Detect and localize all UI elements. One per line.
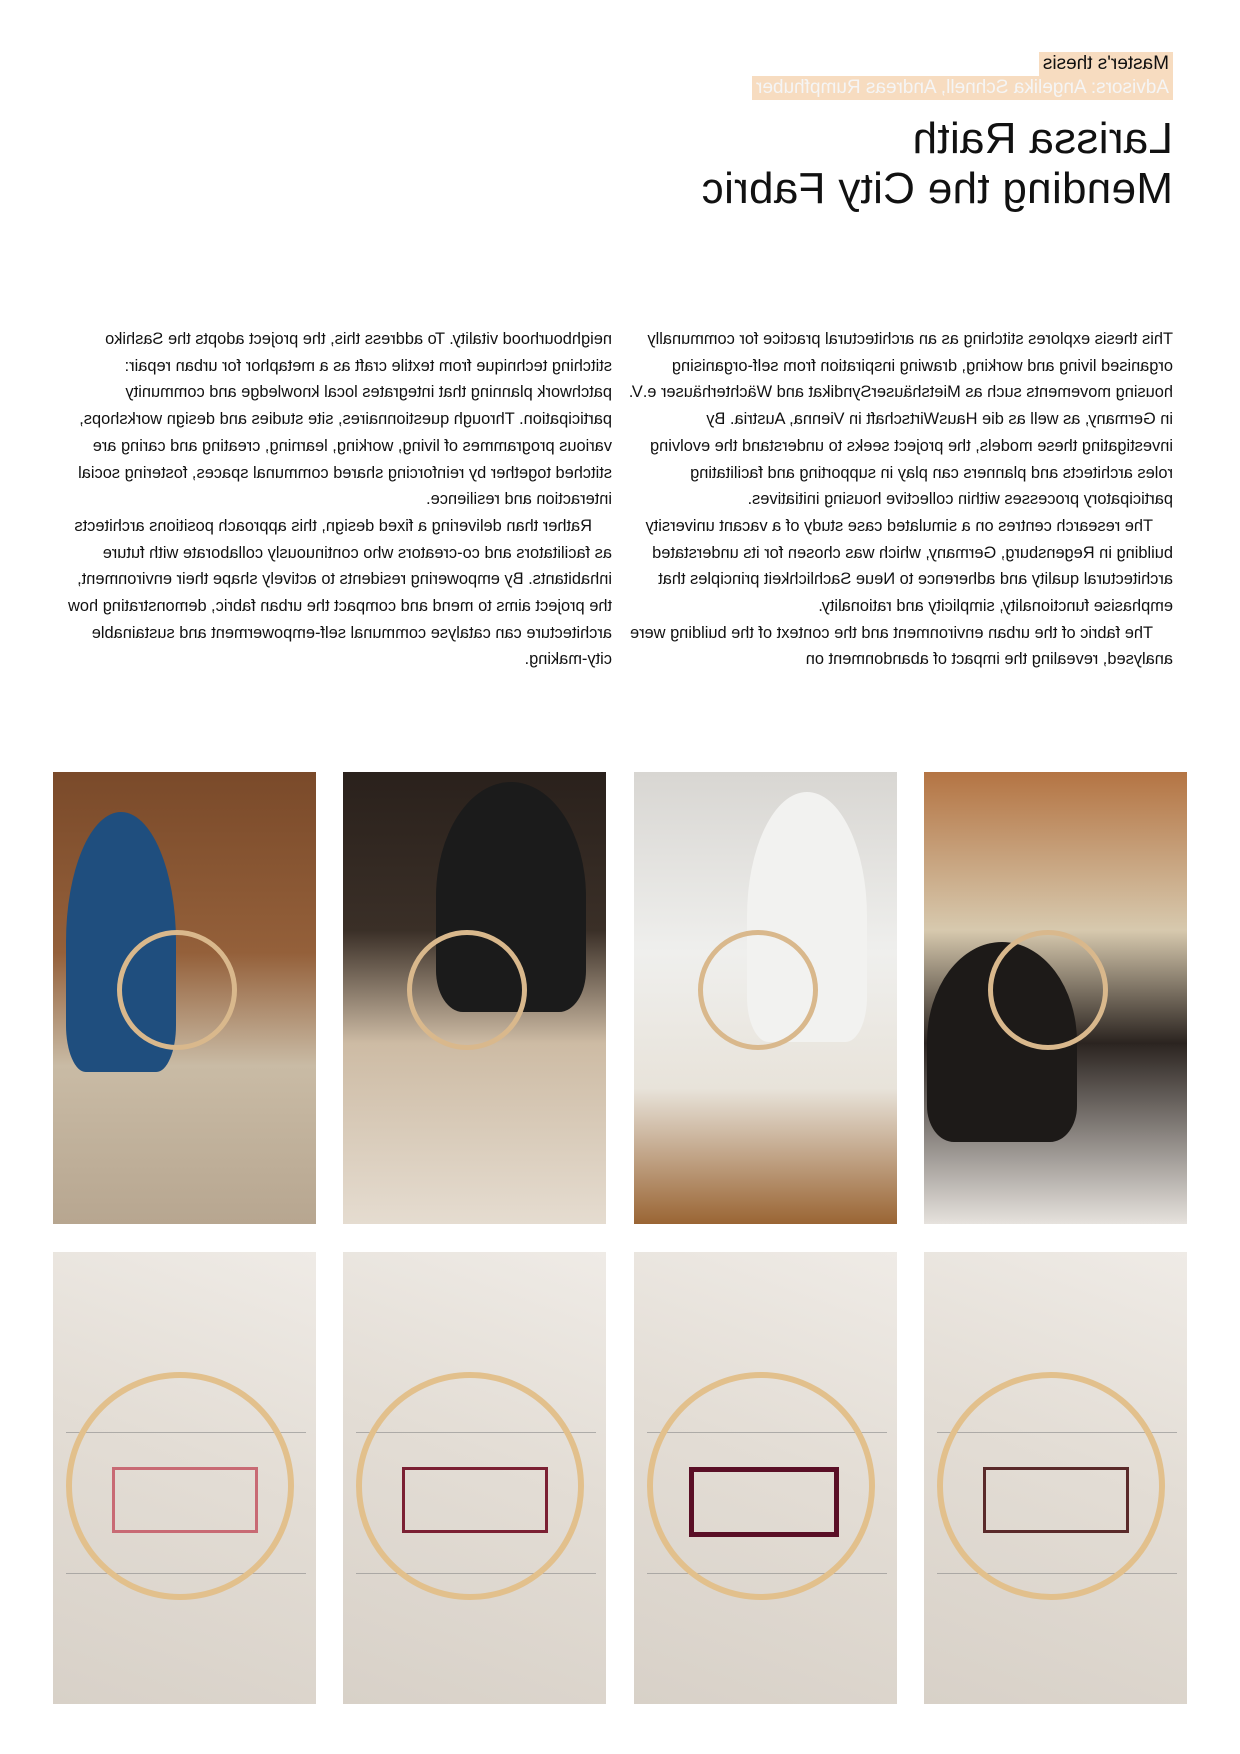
person-figure [747, 792, 867, 1042]
paragraph: This thesis explores stitching as an architectural practice for communally organised living and working, drawing inspiration from self-organising housing movements such as MietshäuserSyndikat and Wächterhäuser e.V. in Germany, as well as die HausWirtschaft in Vienna, Austria. By investigating these models, the project seeks to understand the evolving roles architects and planners can play in supporting and facilitating participatory processes within collective housing initiatives. [628, 330, 1173, 509]
thesis-title: Mending the City Fabric [701, 164, 1173, 213]
stitched-facade [689, 1467, 839, 1537]
stitched-facade [983, 1467, 1129, 1533]
paragraph: Rather than delivering a fixed design, this approach positions architects as facilitators and co-creators who continuously collaborate with future inhabitants. By empowering residents to actively shape their environment, the project aims to mend and compact the urban fabric, demonstrating how architecture can catalyse communal self-empowerment and sustainable city-making. [68, 516, 612, 669]
person-figure [927, 942, 1077, 1142]
advisors-label: Advisors: Angelika Schnell, Andreas Rumpfhuber [752, 76, 1173, 100]
photo-grid [53, 772, 1187, 1704]
photo-row-work-sessions [53, 772, 1187, 1224]
person-figure [436, 782, 586, 1012]
stitched-facade [402, 1467, 548, 1533]
embroidery-session-photo [343, 772, 606, 1224]
embroidered-facade-hoop-photo [634, 1252, 897, 1704]
embroidery-session-photo [634, 772, 897, 1224]
thesis-type-label: Master's thesis [1039, 52, 1173, 76]
paragraph: The fabric of the urban environment and the context of the building were analysed, revealing the impact of abandonment on [629, 623, 1173, 669]
stitched-facade [112, 1467, 258, 1533]
embroidered-facade-hoop-photo [343, 1252, 606, 1704]
embroidery-session-photo [53, 772, 316, 1224]
embroidery-session-photo [924, 772, 1187, 1224]
header [593, 52, 1173, 214]
author-name: Larissa Raith [912, 114, 1173, 163]
paragraph: neighbourhood vitality. To address this, the project adopts the Sashiko stitching technique from textile craft as a metaphor for urban repair: patchwork planning that integrates local knowledge and community participation. Through questionnaires, site studies and design workshops, various programmes of living, working, learning, creating and caring are stitched together by reinforcing shared communal spaces, fostering social interaction and resilience. [78, 330, 612, 509]
photo-row-embroidery [53, 1252, 1187, 1704]
embroidered-facade-hoop-photo [924, 1252, 1187, 1704]
body-column-1 [623, 326, 1173, 673]
person-figure [66, 812, 176, 1072]
body-column-2 [62, 326, 612, 673]
paragraph: The research centres on a simulated case study of a vacant university building in Regensburg, Germany, which was chosen for its understated architectural quality and adherence to Neue Sachlichkeit principles that emphasise functionality, simplicity and rationality. [645, 516, 1173, 616]
embroidered-facade-hoop-photo [53, 1252, 316, 1704]
page-title [593, 114, 1173, 214]
